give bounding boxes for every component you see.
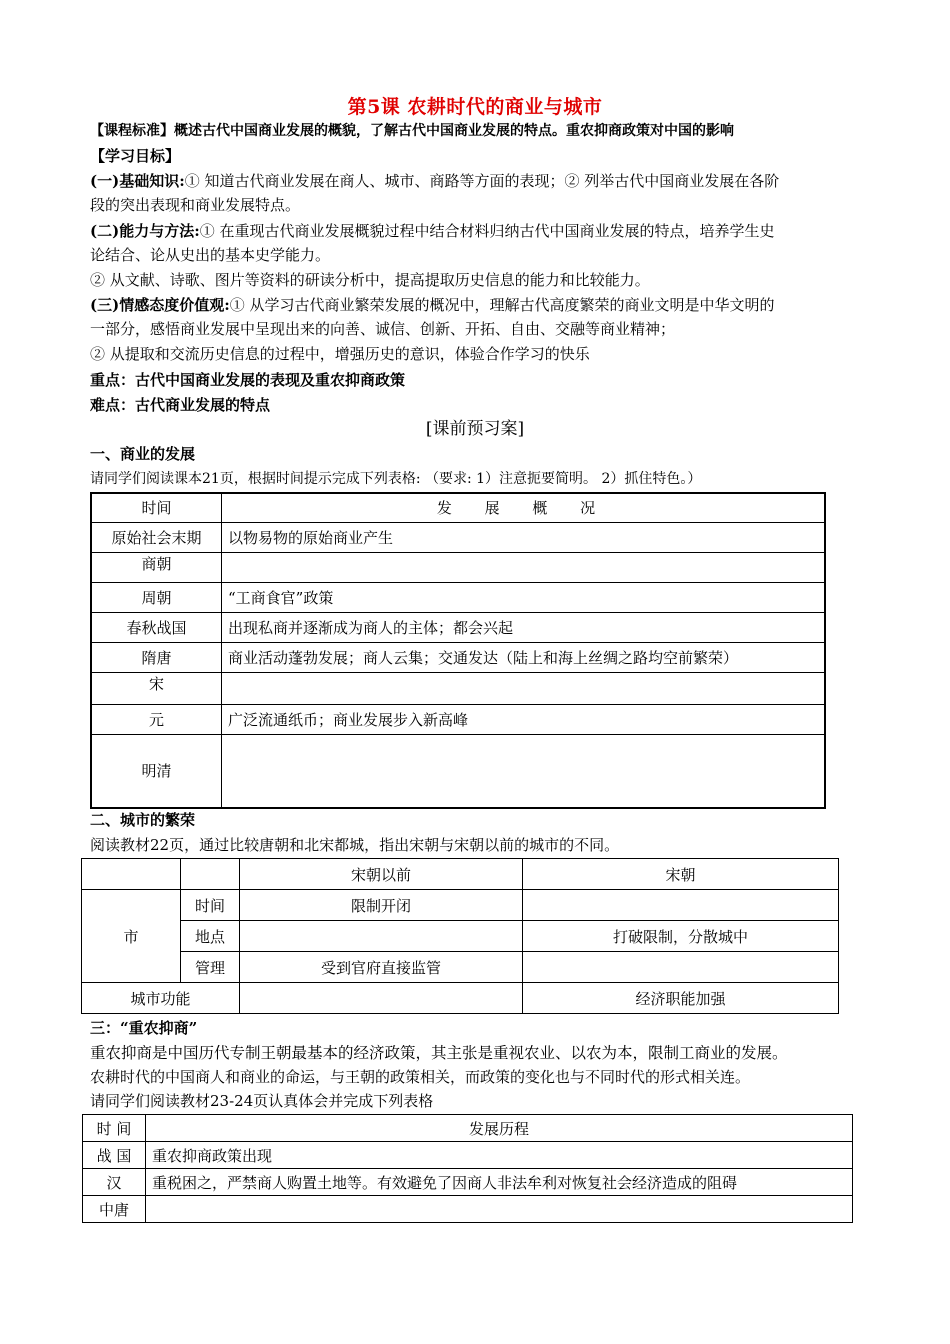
goal2-line1 bbox=[90, 220, 870, 242]
section3-para1: 重农抑商是中国历代专制王朝最基本的经济政策，其主张是重视农业、以农为本，限制工商业的发展。 bbox=[90, 1044, 788, 1062]
preview-heading: [课前预习案] bbox=[425, 419, 525, 439]
section3-heading: 三：“重农抑商” bbox=[90, 1019, 198, 1037]
desc-cell[interactable] bbox=[222, 672, 826, 704]
goal2-line2: 论结合、论从史出的基本史学能力。 bbox=[90, 246, 331, 264]
period-cell: 商朝 bbox=[91, 552, 222, 582]
function-before-cell[interactable] bbox=[240, 983, 523, 1014]
place-song-cell[interactable]: 打破限制，分散城中 bbox=[523, 921, 839, 952]
table-row bbox=[91, 734, 825, 808]
goal3-text1: ① 从学习古代商业繁荣发展的概况中，理解古代高度繁荣的商业文明是中华文明的 bbox=[229, 296, 775, 314]
section2-instruction: 阅读教材22页，通过比较唐朝和北宋都城，指出宋朝与宋朝以前的城市的不同。 bbox=[90, 836, 620, 854]
table-header-row bbox=[82, 859, 839, 890]
desc-cell[interactable] bbox=[146, 1196, 853, 1223]
period-cell: 元 bbox=[91, 704, 222, 734]
table-row bbox=[91, 522, 825, 552]
table-row bbox=[82, 921, 839, 952]
goal3-line1 bbox=[90, 294, 870, 316]
goal1-line1 bbox=[90, 170, 870, 192]
table-row bbox=[82, 952, 839, 983]
header-before-song: 宋朝以前 bbox=[240, 859, 523, 890]
goal1-line2: 段的突出表现和商业发展特点。 bbox=[90, 196, 301, 214]
header-time: 时间 bbox=[91, 493, 222, 522]
period-cell: 中唐 bbox=[83, 1196, 146, 1223]
goal2-label: (二)能力与方法: bbox=[90, 222, 200, 240]
period-cell: 战 国 bbox=[83, 1142, 146, 1169]
goal3-line2: 一部分，感悟商业发展中呈现出来的向善、诚信、创新、开拓、自由、交融等商业精神； bbox=[90, 320, 676, 338]
table-row bbox=[83, 1142, 853, 1169]
table-row bbox=[83, 1196, 853, 1223]
desc-cell[interactable]: 重税困之，严禁商人购置土地等。有效避免了因商人非法牟利对恢复社会经济造成的阻碍 bbox=[146, 1169, 853, 1196]
table-row bbox=[82, 890, 839, 921]
desc-cell[interactable]: “工商食官”政策 bbox=[222, 582, 826, 612]
goal1-text1: ① 知道古代商业发展在商人、城市、商路等方面的表现；② 列举古代中国商业发展在各阶 bbox=[184, 172, 780, 190]
manage-song-cell[interactable] bbox=[523, 952, 839, 983]
section2-heading: 二、城市的繁荣 bbox=[90, 811, 196, 829]
goal2-text1: ① 在重现古代商业发展概貌过程中结合材料归纳古代中国商业发展的特点，培养学生史 bbox=[199, 222, 775, 240]
desc-cell[interactable]: 广泛流通纸币；商业发展步入新高峰 bbox=[222, 704, 826, 734]
manage-before-cell[interactable]: 受到官府直接监管 bbox=[240, 952, 523, 983]
empty-corner bbox=[181, 859, 240, 890]
desc-cell[interactable] bbox=[222, 734, 826, 808]
period-cell: 隋唐 bbox=[91, 642, 222, 672]
goals-heading: 【学习目标】 bbox=[90, 147, 181, 165]
commerce-table bbox=[90, 492, 826, 809]
time-before-cell[interactable]: 限制开闭 bbox=[240, 890, 523, 921]
table-row bbox=[91, 612, 825, 642]
section3-instruction: 请同学们阅读教材23-24页认真体会并完成下列表格 bbox=[90, 1092, 434, 1110]
time-song-cell[interactable] bbox=[523, 890, 839, 921]
period-cell: 宋 bbox=[91, 672, 222, 704]
goal3-line3: ② 从提取和交流历史信息的过程中，增强历史的意识，体验合作学习的快乐 bbox=[90, 345, 590, 363]
section1-instruction: 请同学们阅读课本21页，根据时间提示完成下列表格: （要求: 1）注意扼要简明。 2）抓住特色。） bbox=[90, 471, 702, 487]
header-time: 时 间 bbox=[83, 1115, 146, 1142]
period-cell: 明清 bbox=[91, 734, 222, 808]
goal1-label: (一)基础知识: bbox=[90, 172, 185, 190]
row-label-manage: 管理 bbox=[181, 952, 240, 983]
header-overview-text: 发 展 概 况 bbox=[436, 499, 610, 518]
difficult-point: 难点：古代商业发展的特点 bbox=[90, 396, 271, 414]
section3-para2: 农耕时代的中国商人和商业的命运，与王朝的政策相关，而政策的变化也与不同时代的形式相关连。 bbox=[90, 1068, 751, 1086]
period-cell: 周朝 bbox=[91, 582, 222, 612]
row-label-place: 地点 bbox=[181, 921, 240, 952]
table-row bbox=[91, 552, 825, 582]
table-row bbox=[91, 642, 825, 672]
city-table bbox=[81, 858, 839, 1014]
policy-table bbox=[82, 1114, 853, 1223]
header-overview bbox=[222, 493, 826, 522]
desc-cell[interactable] bbox=[222, 552, 826, 582]
course-standard: 【课程标准】概述古代中国商业发展的概貌，了解古代中国商业发展的特点。重农抑商政策对中国的影响 bbox=[90, 123, 734, 139]
desc-cell[interactable]: 以物易物的原始商业产生 bbox=[222, 522, 826, 552]
row-label-time: 时间 bbox=[181, 890, 240, 921]
row-label-function: 城市功能 bbox=[82, 983, 240, 1014]
table-row bbox=[91, 672, 825, 704]
desc-cell[interactable]: 出现私商并逐渐成为商人的主体；都会兴起 bbox=[222, 612, 826, 642]
key-point: 重点：古代中国商业发展的表现及重农抑商政策 bbox=[90, 371, 406, 389]
page-title: 第5课 农耕时代的商业与城市 bbox=[347, 96, 603, 118]
table-row bbox=[91, 704, 825, 734]
desc-cell[interactable]: 商业活动蓬勃发展；商人云集；交通发达（陆上和海上丝绸之路均空前繁荣） bbox=[222, 642, 826, 672]
section1-heading: 一、商业的发展 bbox=[90, 445, 196, 463]
header-song: 宋朝 bbox=[523, 859, 839, 890]
period-cell: 汉 bbox=[83, 1169, 146, 1196]
goal3-label: (三)情感态度价值观: bbox=[90, 296, 230, 314]
table-row bbox=[91, 582, 825, 612]
empty-corner bbox=[82, 859, 181, 890]
function-song-cell[interactable]: 经济职能加强 bbox=[523, 983, 839, 1014]
header-history: 发展历程 bbox=[146, 1115, 853, 1142]
place-before-cell[interactable] bbox=[240, 921, 523, 952]
goal2-line3: ② 从文献、诗歌、图片等资料的研读分析中，提高提取历史信息的能力和比较能力。 bbox=[90, 271, 650, 289]
period-cell: 春秋战国 bbox=[91, 612, 222, 642]
table-row bbox=[83, 1169, 853, 1196]
market-cell: 市 bbox=[82, 890, 181, 983]
table-row bbox=[82, 983, 839, 1014]
table-header-row bbox=[83, 1115, 853, 1142]
table-header-row bbox=[91, 493, 825, 522]
desc-cell[interactable]: 重农抑商政策出现 bbox=[146, 1142, 853, 1169]
period-cell: 原始社会末期 bbox=[91, 522, 222, 552]
